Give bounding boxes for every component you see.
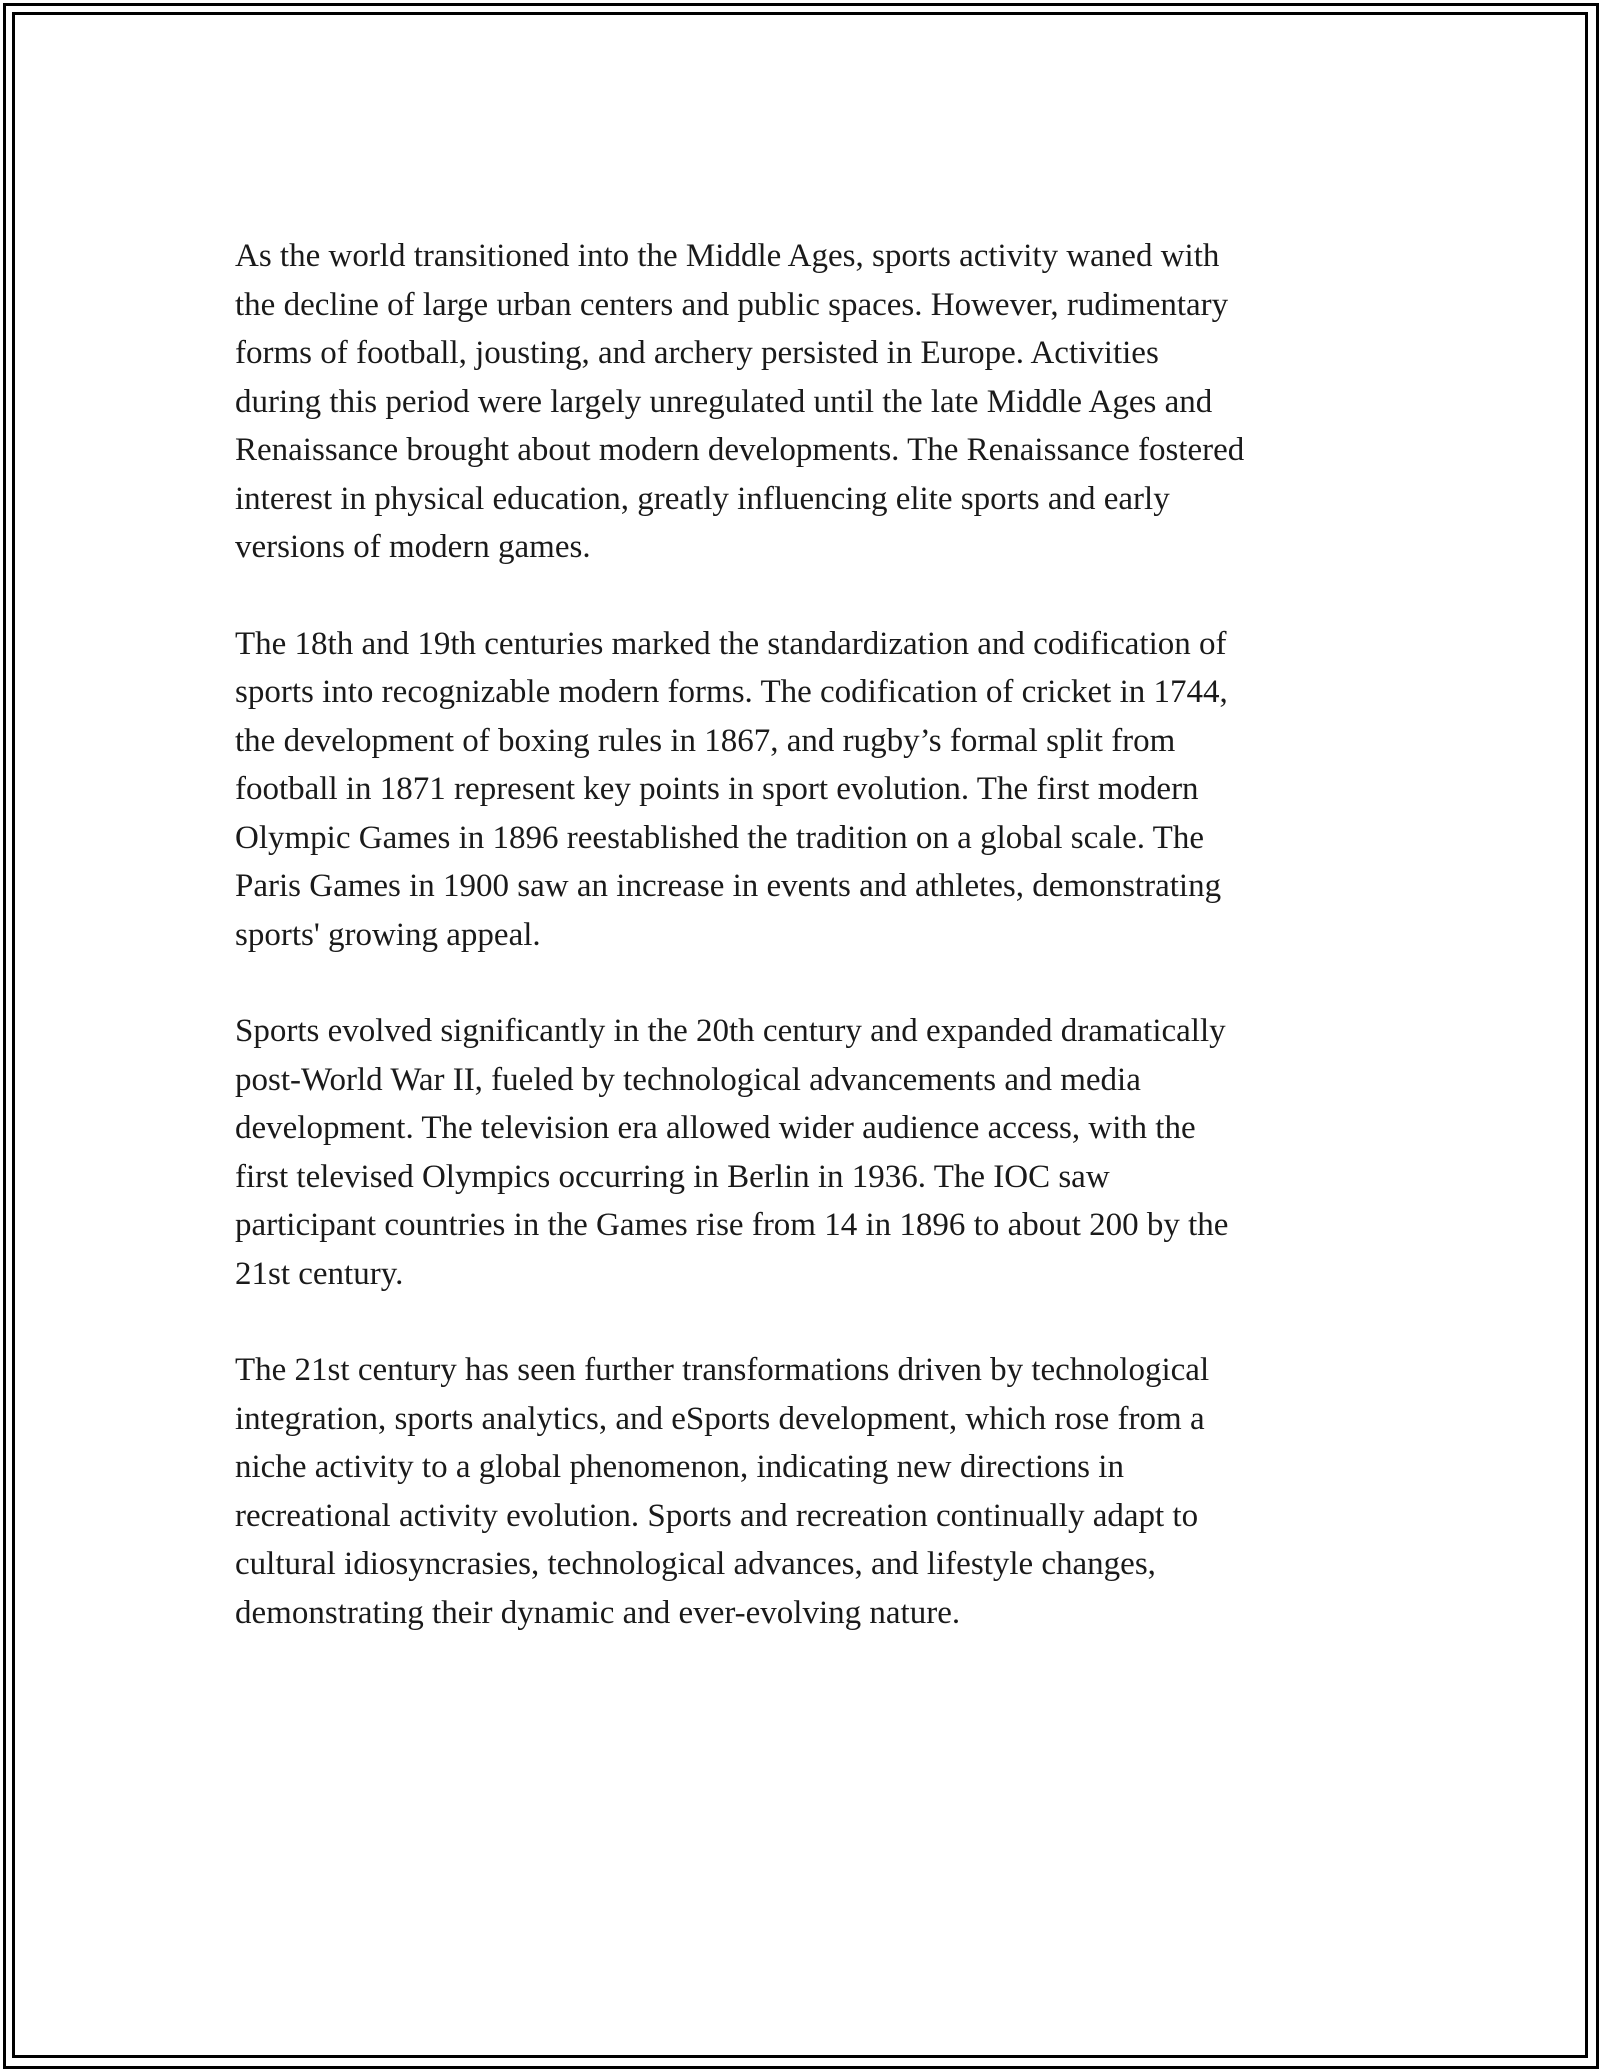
paragraph-18th-19th-centuries: The 18th and 19th centuries marked the standardization and codification of sports into recognizable modern forms. The codification of cricket in 1744, the development of boxing rules in 1867, and rugby’s formal split from football in 1871 represent key points in sport evolution. The first modern Olympic Games in 1896 reestablished the tradition on a global scale. The Paris Games in 1900 saw an increase in events and athletes, demonstrating sports' growing appeal.: [235, 625, 1228, 953]
document-body: [235, 232, 1370, 1685]
paragraph-20th-century: Sports evolved significantly in the 20th century and expanded dramatically post-World War II, fueled by technological advancements and media development. The television era allowed wider audience access, with the first televised Olympics occurring in Berlin in 1936. The IOC saw participant countries in the Games rise from 14 in 1896 to about 200 by the 21st century.: [235, 1013, 1229, 1292]
paragraph-middle-ages: As the world transitioned into the Middle Ages, sports activity waned with the decline of large urban centers and public spaces. However, rudimentary forms of football, jousting, and archery persisted in Europe. Activities during this period were largely unregulated until the late Middle Ages and Renaissance brought about modern developments. The Renaissance fostered interest in physical education, greatly influencing elite sports and early versions of modern games.: [235, 238, 1245, 565]
paragraph-21st-century: The 21st century has seen further transformations driven by technological integration, sports analytics, and eSports development, which rose from a niche activity to a global phenomenon, indicating new directions in recreational activity evolution. Sports and recreation continually adapt to cultural idiosyncrasies, technological advances, and lifestyle changes, demonstrating their dynamic and ever-evolving nature.: [235, 1352, 1210, 1631]
